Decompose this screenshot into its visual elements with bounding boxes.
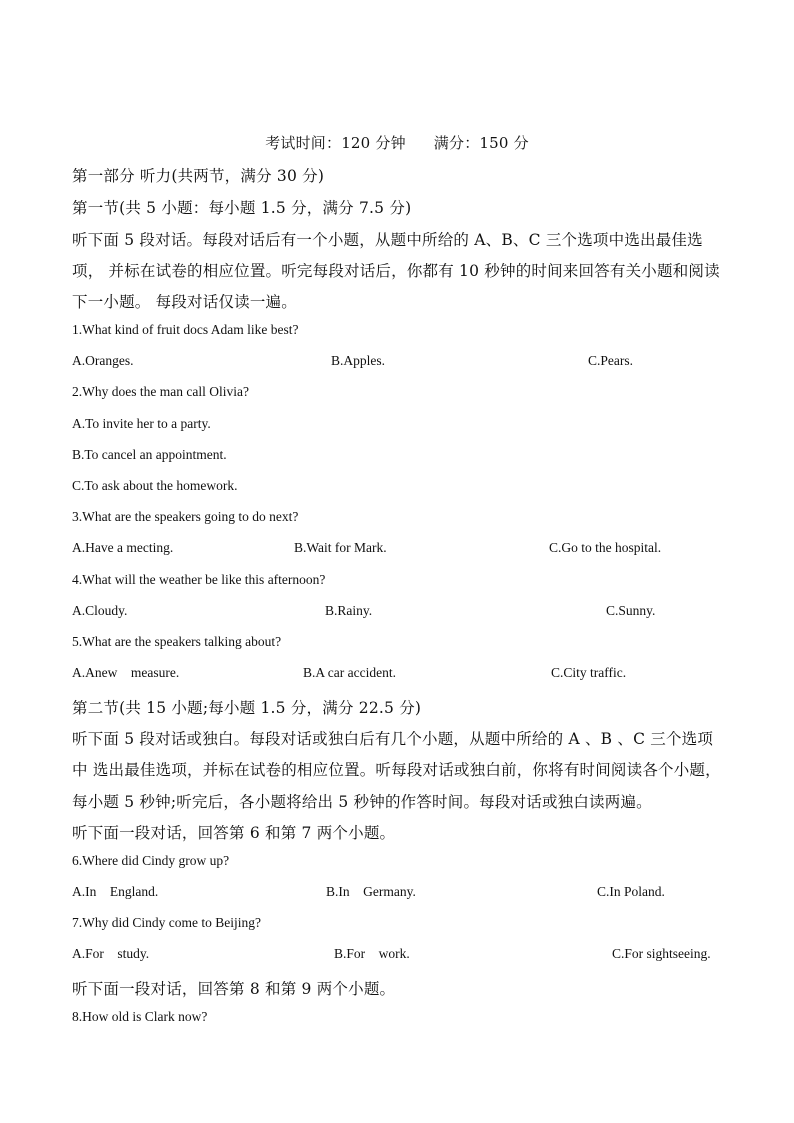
section1-instruction-line: 听下面 5 段对话。每段对话后有一个小题，从题中所给的 A、B、C 三个选项中选出最佳选 bbox=[72, 231, 703, 249]
option-c: C.Go to the hospital. bbox=[549, 540, 662, 555]
question-1: 1.What kind of fruit docs Adam like best? bbox=[72, 322, 299, 337]
exam-header bbox=[0, 132, 794, 153]
section1-title: 第一节(共 5 小题：每小题 1.5 分，满分 7.5 分) bbox=[72, 199, 412, 217]
question-5-options bbox=[0, 665, 794, 685]
option-a: A.To invite her to a party. bbox=[72, 416, 211, 431]
section1-instruction-line: 下一小题。 每段对话仅读一遍。 bbox=[72, 293, 297, 311]
option-b: B.Rainy. bbox=[325, 603, 373, 618]
question-1-options bbox=[0, 353, 794, 373]
dialogue-prompt-6-7: 听下面一段对话，回答第 6 和第 7 两个小题。 bbox=[72, 824, 396, 842]
option-b: B.A car accident. bbox=[303, 665, 396, 680]
option-a: A.Anew measure. bbox=[72, 665, 180, 680]
section2-title: 第二节(共 15 小题;每小题 1.5 分，满分 22.5 分) bbox=[72, 699, 422, 717]
section1-instruction-line: 项， 并标在试卷的相应位置。听完每段对话后，你都有 10 秒钟的时间来回答有关小题和阅读 bbox=[72, 262, 720, 280]
question-8: 8.How old is Clark now? bbox=[72, 1009, 208, 1024]
option-a: A.In England. bbox=[72, 884, 159, 899]
question-6-options bbox=[0, 884, 794, 904]
exam-time: 考试时间：120 分钟 bbox=[265, 134, 406, 152]
option-b: B.Wait for Mark. bbox=[294, 540, 387, 555]
option-b: B.To cancel an appointment. bbox=[72, 447, 227, 462]
part1-title: 第一部分 听力(共两节，满分 30 分) bbox=[72, 167, 325, 185]
question-7-options bbox=[0, 946, 794, 966]
option-c: C.To ask about the homework. bbox=[72, 478, 238, 493]
question-4: 4.What will the weather be like this afternoon? bbox=[72, 572, 326, 587]
option-a: A.Oranges. bbox=[72, 353, 134, 368]
option-a: A.Cloudy. bbox=[72, 603, 128, 618]
dialogue-prompt-8-9: 听下面一段对话，回答第 8 和第 9 两个小题。 bbox=[72, 980, 396, 998]
section2-instruction-line: 中 选出最佳选项，并标在试卷的相应位置。听每段对话或独白前，你将有时间阅读各个小题， bbox=[72, 761, 721, 779]
option-c: C.Pears. bbox=[588, 353, 633, 368]
option-c: C.Sunny. bbox=[606, 603, 656, 618]
section2-instruction-line: 每小题 5 秒钟;听完后，各小题将给出 5 秒钟的作答时间。每段对话或独白读两遍。 bbox=[72, 793, 652, 811]
option-b: B.In Germany. bbox=[326, 884, 416, 899]
question-3-options bbox=[0, 540, 794, 560]
option-a: A.For study. bbox=[72, 946, 150, 961]
question-6: 6.Where did Cindy grow up? bbox=[72, 853, 230, 868]
option-c: C.For sightseeing. bbox=[612, 946, 711, 961]
question-4-options bbox=[0, 603, 794, 623]
section2-instruction-line: 听下面 5 段对话或独白。每段对话或独白后有几个小题，从题中所给的 A 、B 、C 三个选项 bbox=[72, 730, 714, 748]
option-a: A.Have a mecting. bbox=[72, 540, 174, 555]
question-2: 2.Why does the man call Olivia? bbox=[72, 384, 249, 399]
question-3: 3.What are the speakers going to do next? bbox=[72, 509, 299, 524]
option-c: C.City traffic. bbox=[551, 665, 627, 680]
option-b: B.Apples. bbox=[331, 353, 385, 368]
option-c: C.In Poland. bbox=[597, 884, 665, 899]
option-b: B.For work. bbox=[334, 946, 410, 961]
question-7: 7.Why did Cindy come to Beijing? bbox=[72, 915, 261, 930]
question-5: 5.What are the speakers talking about? bbox=[72, 634, 282, 649]
full-score: 满分：150 分 bbox=[433, 134, 529, 152]
